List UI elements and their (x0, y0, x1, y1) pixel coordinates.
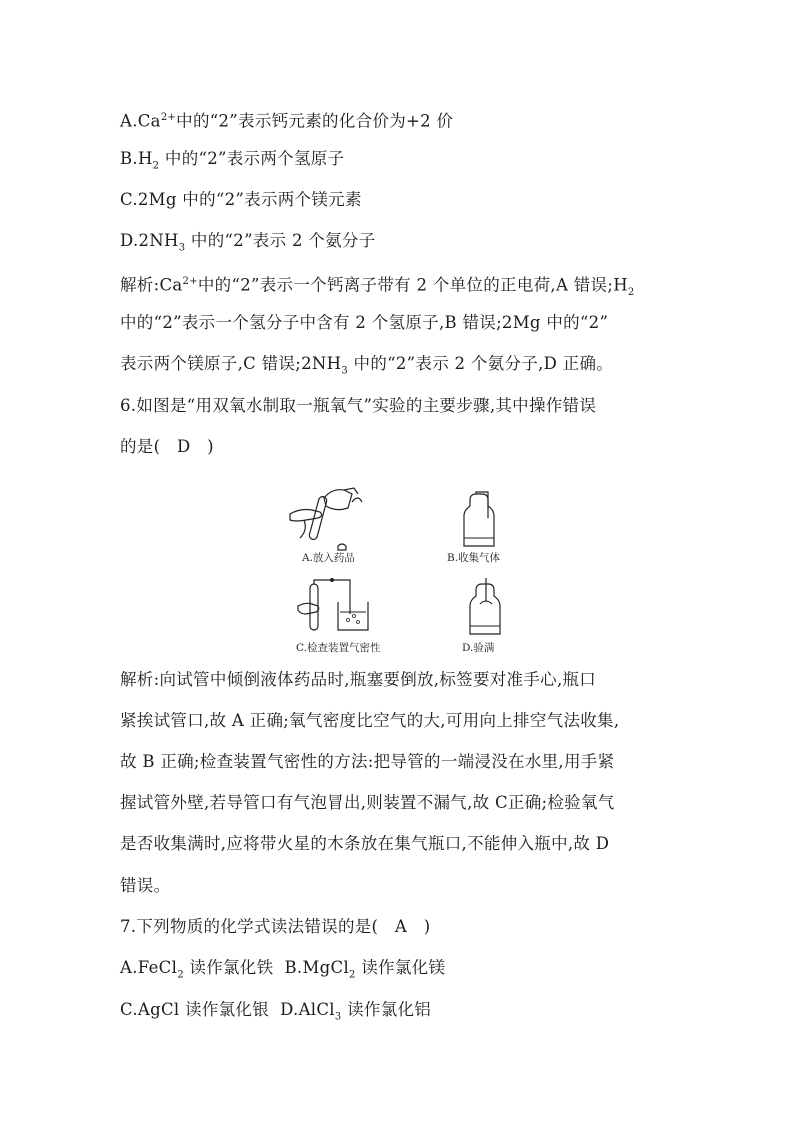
figure-label-d: D.验满 (462, 642, 495, 654)
analysis-6-line2: 紧挨试管口,故 A 正确;氧气密度比空气的大,可用向上排空气法收集, (120, 711, 620, 730)
analysis-6-line1: 解析:向试管中倾倒液体药品时,瓶塞要倒放,标签要对准手心,瓶口 (120, 670, 597, 689)
analysis-6-line6: 错误。 (120, 876, 171, 895)
option-5a: $A.Ca^{2+}$中的“2”表示钙元素的化合价为+2 价 (120, 111, 454, 131)
option-5d: $D.2NH_3$ 中的“2”表示 2 个氨分子 (120, 231, 376, 254)
figure-label-c: C.检查装置气密性 (296, 642, 381, 654)
option-5c: C.2Mg 中的“2”表示两个镁元素 (120, 190, 362, 209)
question-6-line1: 6.如图是“用双氧水制取一瓶氧气”实验的主要步骤,其中操作错误 (120, 396, 597, 415)
analysis-6-line3: 故 B 正确;检查装置气密性的方法:把导管的一端浸没在水里,用手紧 (120, 752, 615, 771)
figure-label-a: A.放入药品 (302, 552, 355, 564)
analysis-5-line1: 解析$:Ca^{2+}$中的“2”表示一个钙离子带有 2 个单位的正电荷,A 错误$;H_2$ (120, 275, 635, 298)
figure-pour-liquid (286, 484, 366, 554)
analysis-6-line4: 握试管外壁,若导管口有气泡冒出,则装置不漏气,故 C正确;检验氧气 (120, 793, 615, 812)
options-7-ab: A.FeCl$_2$ 读作氯化铁 B.MgCl$_2$ 读作氯化镁 (120, 958, 446, 981)
figure-airtight-check (290, 578, 380, 638)
figure-verify-full (466, 578, 506, 638)
figure-collect-gas (460, 490, 500, 550)
analysis-5-line3: 表示两个镁原子,C 错误$;2NH_3$ 中的“2”表示 2 个氨分子,D 正确。 (120, 354, 614, 377)
option-5b: $B.H_2$ 中的“2”表示两个氢原子 (120, 149, 345, 172)
figure-label-b: B.收集气体 (447, 552, 501, 564)
question-7: 7.下列物质的化学式读法错误的是( A ) (120, 917, 431, 936)
analysis-6-line5: 是否收集满时,应将带火星的木条放在集气瓶口,不能伸入瓶中,故 D (120, 834, 610, 853)
options-7-cd: C.AgCl 读作氯化银 D.AlCl$_3$ 读作氯化铝 (120, 1000, 432, 1023)
analysis-5-line2: 中的“2”表示一个氢分子中含有 2 个氢原子,B 错误;2Mg 中的“2” (120, 313, 609, 332)
question-6-line2: 的是( D ) (120, 437, 214, 456)
